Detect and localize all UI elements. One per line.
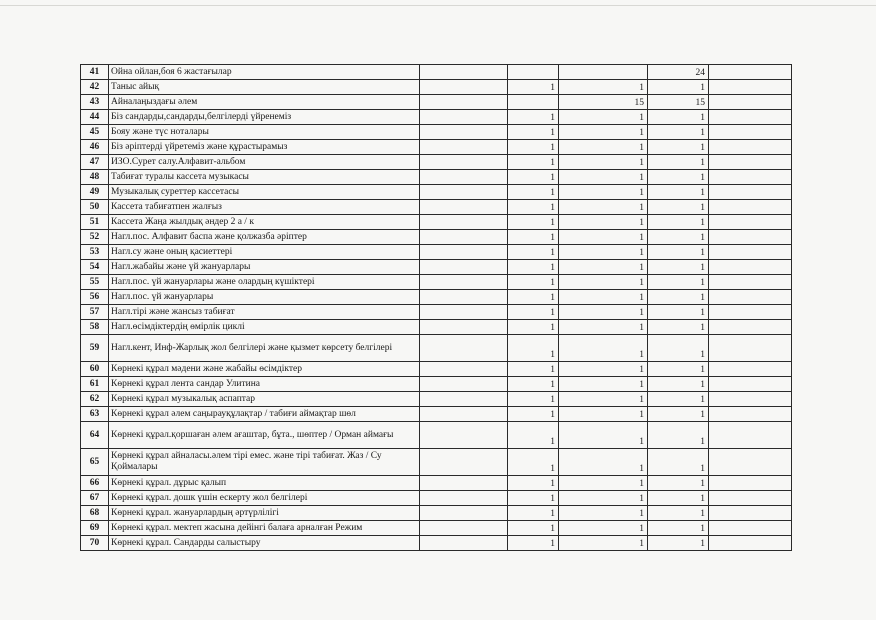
value-cell (709, 245, 792, 260)
table-row (81, 110, 792, 125)
value-cell (420, 362, 508, 377)
value-cell: 1 (508, 245, 559, 260)
value-cell: 1 (559, 476, 648, 491)
row-number: 59 (81, 335, 109, 362)
item-name: Нагл.тірі және жансыз табиғат (109, 305, 420, 320)
value-cell (420, 305, 508, 320)
value-cell (420, 506, 508, 521)
value-cell (709, 200, 792, 215)
value-cell (709, 377, 792, 392)
table-row (81, 245, 792, 260)
item-name: Ойна ойлан,боя 6 жастағылар (109, 65, 420, 80)
value-cell (709, 521, 792, 536)
table-row (81, 536, 792, 551)
value-cell: 1 (559, 245, 648, 260)
value-cell: 1 (508, 407, 559, 422)
table-row (81, 407, 792, 422)
value-cell: 1 (508, 215, 559, 230)
value-cell: 1 (508, 170, 559, 185)
value-cell (709, 155, 792, 170)
value-cell: 1 (648, 275, 709, 290)
value-cell: 1 (559, 449, 648, 476)
row-number: 55 (81, 275, 109, 290)
value-cell (709, 392, 792, 407)
value-cell (709, 215, 792, 230)
item-name: Бояу және түс ноталары (109, 125, 420, 140)
value-cell: 1 (559, 491, 648, 506)
value-cell: 1 (648, 185, 709, 200)
item-name: Нагл.пос. Алфавит баспа және қолжазба әріптер (109, 230, 420, 245)
value-cell: 1 (508, 476, 559, 491)
value-cell (508, 65, 559, 80)
table-row (81, 170, 792, 185)
value-cell: 1 (559, 536, 648, 551)
row-number: 69 (81, 521, 109, 536)
item-name: Нагл.пос. үй жануарлары (109, 290, 420, 305)
value-cell: 24 (648, 65, 709, 80)
value-cell (420, 335, 508, 362)
row-number: 53 (81, 245, 109, 260)
value-cell: 1 (559, 155, 648, 170)
value-cell (709, 491, 792, 506)
value-cell (709, 422, 792, 449)
table-row (81, 362, 792, 377)
value-cell (420, 422, 508, 449)
value-cell: 1 (648, 506, 709, 521)
row-number: 54 (81, 260, 109, 275)
table-row (81, 320, 792, 335)
value-cell (420, 275, 508, 290)
value-cell (709, 305, 792, 320)
value-cell (709, 230, 792, 245)
item-name: Кассета табиғатпен жалғыз (109, 200, 420, 215)
table-row (81, 260, 792, 275)
value-cell: 1 (648, 476, 709, 491)
value-cell (420, 290, 508, 305)
table-row (81, 140, 792, 155)
value-cell (709, 476, 792, 491)
item-name: Көрнекі құрал мәдени және жабайы өсімдіктер (109, 362, 420, 377)
value-cell: 1 (648, 521, 709, 536)
value-cell (709, 320, 792, 335)
value-cell (559, 65, 648, 80)
value-cell: 1 (559, 125, 648, 140)
value-cell (420, 155, 508, 170)
row-number: 52 (81, 230, 109, 245)
inventory-table (80, 64, 792, 551)
value-cell: 1 (559, 140, 648, 155)
row-number: 61 (81, 377, 109, 392)
table-row (81, 506, 792, 521)
item-name: Көрнекі құрал. мектеп жасына дейінгі балаға арналған Режим (109, 521, 420, 536)
table-row (81, 377, 792, 392)
value-cell (420, 80, 508, 95)
value-cell (420, 245, 508, 260)
value-cell: 1 (508, 335, 559, 362)
value-cell: 15 (648, 95, 709, 110)
table-row (81, 449, 792, 476)
value-cell (508, 95, 559, 110)
value-cell: 1 (508, 260, 559, 275)
item-name: Айналаңыздағы әлем (109, 95, 420, 110)
value-cell: 1 (559, 362, 648, 377)
item-name: Нагл.жабайы және үй жануарлары (109, 260, 420, 275)
value-cell: 1 (648, 155, 709, 170)
value-cell: 1 (508, 275, 559, 290)
value-cell: 1 (648, 110, 709, 125)
row-number: 60 (81, 362, 109, 377)
item-name: Көрнекі құрал. дұрыс қалып (109, 476, 420, 491)
value-cell (420, 215, 508, 230)
value-cell: 1 (559, 305, 648, 320)
item-name: ИЗО.Сурет салу.Алфавит-альбом (109, 155, 420, 170)
row-number: 57 (81, 305, 109, 320)
inventory-table-body (81, 65, 792, 551)
value-cell (709, 290, 792, 305)
value-cell: 1 (648, 536, 709, 551)
value-cell (420, 377, 508, 392)
value-cell (420, 65, 508, 80)
value-cell: 1 (648, 362, 709, 377)
table-row (81, 155, 792, 170)
table-row (81, 215, 792, 230)
value-cell: 15 (559, 95, 648, 110)
item-name: Кассета Жаңа жылдық әндер 2 а / к (109, 215, 420, 230)
value-cell: 1 (648, 200, 709, 215)
table-row (81, 476, 792, 491)
value-cell: 1 (559, 200, 648, 215)
table-row (81, 275, 792, 290)
value-cell (709, 407, 792, 422)
row-number: 51 (81, 215, 109, 230)
value-cell: 1 (508, 80, 559, 95)
value-cell (420, 407, 508, 422)
value-cell (709, 260, 792, 275)
value-cell: 1 (648, 260, 709, 275)
value-cell: 1 (559, 506, 648, 521)
row-number: 68 (81, 506, 109, 521)
value-cell: 1 (648, 449, 709, 476)
item-name: Көрнекі құрал музыкалық аспаптар (109, 392, 420, 407)
value-cell: 1 (648, 230, 709, 245)
row-number: 50 (81, 200, 109, 215)
value-cell: 1 (648, 377, 709, 392)
value-cell: 1 (648, 491, 709, 506)
value-cell (709, 170, 792, 185)
value-cell (709, 362, 792, 377)
value-cell: 1 (648, 392, 709, 407)
scan-edge-line (0, 5, 876, 6)
row-number: 44 (81, 110, 109, 125)
table-row (81, 290, 792, 305)
value-cell: 1 (508, 200, 559, 215)
value-cell: 1 (508, 290, 559, 305)
value-cell: 1 (559, 260, 648, 275)
value-cell (420, 476, 508, 491)
item-name: Нагл.су және оның қасиеттері (109, 245, 420, 260)
item-name: Көрнекі құрал әлем саңырауқұлақтар / табиғи аймақтар шөл (109, 407, 420, 422)
value-cell (420, 200, 508, 215)
value-cell (709, 95, 792, 110)
value-cell: 1 (508, 449, 559, 476)
row-number: 58 (81, 320, 109, 335)
table-row (81, 335, 792, 362)
value-cell: 1 (559, 185, 648, 200)
value-cell (420, 140, 508, 155)
table-row (81, 422, 792, 449)
value-cell: 1 (508, 536, 559, 551)
value-cell: 1 (559, 392, 648, 407)
row-number: 48 (81, 170, 109, 185)
value-cell: 1 (648, 170, 709, 185)
value-cell: 1 (508, 491, 559, 506)
row-number: 62 (81, 392, 109, 407)
value-cell: 1 (559, 290, 648, 305)
item-name: Нагл.өсімдіктердің өмірлік циклі (109, 320, 420, 335)
item-name: Біз әріптерді үйретеміз және құрастырамыз (109, 140, 420, 155)
item-name: Көрнекі құрал. Сандарды салыстыру (109, 536, 420, 551)
value-cell: 1 (508, 140, 559, 155)
value-cell: 1 (648, 320, 709, 335)
item-name: Табиғат туралы кассета музыкасы (109, 170, 420, 185)
value-cell (709, 125, 792, 140)
value-cell: 1 (648, 335, 709, 362)
value-cell: 1 (508, 377, 559, 392)
row-number: 43 (81, 95, 109, 110)
value-cell: 1 (648, 80, 709, 95)
row-number: 47 (81, 155, 109, 170)
value-cell (709, 449, 792, 476)
item-name: Біз сандарды,сандарды,белгілерді үйренеміз (109, 110, 420, 125)
value-cell: 1 (648, 422, 709, 449)
value-cell (709, 275, 792, 290)
table-row (81, 305, 792, 320)
table-row (81, 80, 792, 95)
value-cell (709, 536, 792, 551)
value-cell (420, 230, 508, 245)
table-row (81, 200, 792, 215)
value-cell (709, 506, 792, 521)
row-number: 66 (81, 476, 109, 491)
value-cell: 1 (559, 521, 648, 536)
value-cell (709, 80, 792, 95)
item-name: Нагл.пос. үй жануарлары және олардың күшіктері (109, 275, 420, 290)
value-cell: 1 (508, 305, 559, 320)
item-name: Нагл.кент, Инф-Жарлық жол белгілері және қызмет көрсету белгілері (109, 335, 420, 362)
value-cell (420, 170, 508, 185)
value-cell: 1 (508, 125, 559, 140)
value-cell (420, 449, 508, 476)
table-row (81, 392, 792, 407)
value-cell (709, 65, 792, 80)
value-cell: 1 (508, 362, 559, 377)
value-cell: 1 (559, 320, 648, 335)
value-cell: 1 (559, 407, 648, 422)
value-cell: 1 (559, 422, 648, 449)
value-cell (709, 140, 792, 155)
value-cell: 1 (559, 80, 648, 95)
row-number: 56 (81, 290, 109, 305)
value-cell (420, 95, 508, 110)
value-cell: 1 (648, 125, 709, 140)
table-row (81, 185, 792, 200)
value-cell (420, 536, 508, 551)
row-number: 63 (81, 407, 109, 422)
row-number: 65 (81, 449, 109, 476)
value-cell: 1 (648, 245, 709, 260)
value-cell (709, 335, 792, 362)
value-cell: 1 (559, 170, 648, 185)
value-cell: 1 (648, 140, 709, 155)
item-name: Таныс айық (109, 80, 420, 95)
value-cell: 1 (508, 506, 559, 521)
item-name: Көрнекі құрал. жануарлардың әртүрлілігі (109, 506, 420, 521)
value-cell: 1 (648, 407, 709, 422)
table-row (81, 95, 792, 110)
value-cell (420, 491, 508, 506)
value-cell: 1 (508, 320, 559, 335)
table-row (81, 521, 792, 536)
row-number: 49 (81, 185, 109, 200)
row-number: 67 (81, 491, 109, 506)
value-cell: 1 (508, 185, 559, 200)
table-row (81, 491, 792, 506)
value-cell: 1 (508, 110, 559, 125)
value-cell: 1 (559, 215, 648, 230)
item-name: Көрнекі құрал лента сандар Улитина (109, 377, 420, 392)
item-name: Музыкалық суреттер кассетасы (109, 185, 420, 200)
row-number: 70 (81, 536, 109, 551)
value-cell (420, 185, 508, 200)
item-name: Көрнекі құрал.қоршаған әлем ағаштар, бұта., шөптер / Орман аймағы (109, 422, 420, 449)
row-number: 46 (81, 140, 109, 155)
value-cell (709, 110, 792, 125)
value-cell: 1 (508, 392, 559, 407)
value-cell: 1 (508, 155, 559, 170)
value-cell: 1 (559, 275, 648, 290)
item-name: Көрнекі құрал. дошк үшін ескерту жол белгілері (109, 491, 420, 506)
row-number: 42 (81, 80, 109, 95)
row-number: 45 (81, 125, 109, 140)
row-number: 64 (81, 422, 109, 449)
value-cell (420, 392, 508, 407)
value-cell: 1 (508, 230, 559, 245)
value-cell: 1 (559, 230, 648, 245)
value-cell: 1 (508, 521, 559, 536)
item-name: Көрнекі құрал айналасы.әлем тірі емес. және тірі табиғат. Жаз / Су Қоймалары (109, 449, 420, 476)
value-cell (420, 260, 508, 275)
value-cell: 1 (559, 110, 648, 125)
value-cell: 1 (648, 215, 709, 230)
value-cell: 1 (559, 377, 648, 392)
value-cell (420, 320, 508, 335)
row-number: 41 (81, 65, 109, 80)
table-row (81, 230, 792, 245)
value-cell (420, 521, 508, 536)
value-cell: 1 (508, 422, 559, 449)
value-cell: 1 (559, 335, 648, 362)
table-row (81, 65, 792, 80)
value-cell (709, 185, 792, 200)
value-cell (420, 110, 508, 125)
value-cell (420, 125, 508, 140)
table-row (81, 125, 792, 140)
value-cell: 1 (648, 305, 709, 320)
value-cell: 1 (648, 290, 709, 305)
